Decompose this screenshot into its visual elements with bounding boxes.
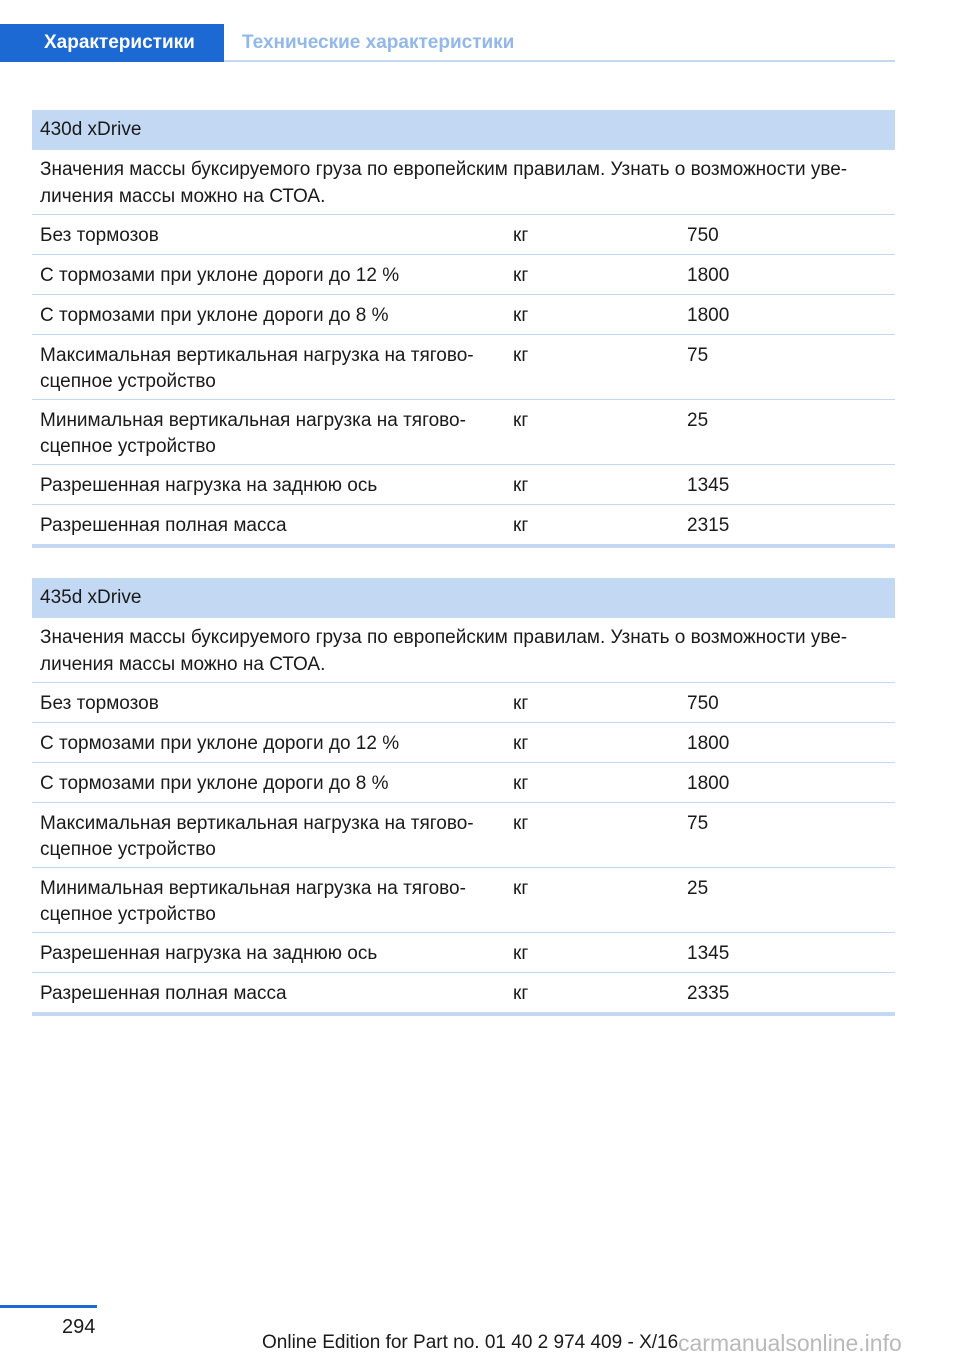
table-row [32, 400, 895, 465]
row-unit: кг [513, 773, 529, 794]
row-value: 1800 [687, 305, 730, 326]
row-label [40, 731, 510, 757]
row-value: 1800 [687, 265, 730, 286]
row-label-line: Разрешенная полная масса [40, 983, 287, 1004]
row-label [40, 941, 510, 967]
table-row [32, 868, 895, 933]
row-label-line: Разрешенная нагрузка на заднюю ось [40, 475, 378, 496]
row-label-line: сцепное устройство [40, 839, 216, 860]
row-unit: кг [513, 305, 529, 326]
table-row [32, 465, 895, 505]
row-label [40, 981, 510, 1007]
row-label-line: сцепное устройство [40, 904, 216, 925]
row-label [40, 811, 510, 863]
row-unit: кг [513, 983, 529, 1004]
note-line: Значения массы буксируемого груза по европейским правилам. Узнать о возможности уве- [40, 159, 848, 180]
row-value: 750 [687, 225, 719, 246]
table-row [32, 505, 895, 548]
row-unit: кг [513, 225, 529, 246]
row-label-line: Разрешенная полная масса [40, 515, 287, 536]
table-row [32, 933, 895, 973]
row-label-line: сцепное устройство [40, 371, 216, 392]
row-value: 2335 [687, 983, 730, 1004]
table-row [32, 803, 895, 868]
row-unit: кг [513, 878, 529, 899]
note-line: Значения массы буксируемого груза по европейским правилам. Узнать о возможности уве- [40, 627, 848, 648]
row-value: 25 [687, 410, 709, 431]
row-label [40, 223, 510, 249]
spec-table [32, 578, 895, 1016]
table-note [32, 618, 895, 683]
table-row [32, 215, 895, 255]
row-unit: кг [513, 515, 529, 536]
row-label [40, 771, 510, 797]
row-unit: кг [513, 733, 529, 754]
footer-rule [0, 1305, 97, 1308]
row-label-line: Максимальная вертикальная нагрузка на тягово- [40, 345, 474, 366]
table-note [32, 150, 895, 215]
row-label [40, 876, 510, 928]
row-unit: кг [513, 475, 529, 496]
table-row [32, 335, 895, 400]
section-title[interactable]: Технические характеристики [242, 32, 515, 53]
row-label-line: Минимальная вертикальная нагрузка на тягово- [40, 878, 466, 899]
row-value: 1800 [687, 773, 730, 794]
row-label [40, 303, 510, 329]
row-label [40, 343, 510, 395]
row-unit: кг [513, 265, 529, 286]
table-row [32, 723, 895, 763]
row-unit: кг [513, 813, 529, 834]
row-unit: кг [513, 693, 529, 714]
row-value: 75 [687, 813, 709, 834]
row-value: 2315 [687, 515, 730, 536]
row-value: 75 [687, 345, 709, 366]
row-label [40, 263, 510, 289]
watermark[interactable]: carmanualsonline.info [678, 1330, 902, 1356]
row-label-line: С тормозами при уклоне дороги до 12 % [40, 265, 400, 286]
table-row [32, 683, 895, 723]
table-row [32, 973, 895, 1016]
spec-table [32, 110, 895, 548]
row-value: 1345 [687, 943, 730, 964]
row-label-line: Без тормозов [40, 693, 159, 714]
row-unit: кг [513, 943, 529, 964]
row-value: 1800 [687, 733, 730, 754]
row-label-line: Без тормозов [40, 225, 159, 246]
row-unit: кг [513, 410, 529, 431]
row-label-line: С тормозами при уклоне дороги до 12 % [40, 733, 400, 754]
row-unit: кг [513, 345, 529, 366]
model-heading: 435d xDrive [32, 578, 895, 618]
page-header [0, 24, 895, 62]
row-value: 750 [687, 693, 719, 714]
row-label [40, 408, 510, 460]
note-line: личения массы можно на СТОА. [40, 654, 326, 675]
table-row [32, 763, 895, 803]
chapter-tab[interactable]: Характеристики [0, 24, 224, 62]
row-label [40, 513, 510, 539]
table-row [32, 255, 895, 295]
note-line: личения массы можно на СТОА. [40, 186, 326, 207]
row-label-line: Разрешенная нагрузка на заднюю ось [40, 943, 378, 964]
table-row [32, 295, 895, 335]
row-label-line: С тормозами при уклоне дороги до 8 % [40, 773, 389, 794]
row-label [40, 473, 510, 499]
page-number: 294 [62, 1316, 96, 1338]
row-label-line: сцепное устройство [40, 436, 216, 457]
edition-text: Online Edition for Part no. 01 40 2 974 409 - X/16 [262, 1332, 679, 1353]
row-label-line: С тормозами при уклоне дороги до 8 % [40, 305, 389, 326]
model-heading: 430d xDrive [32, 110, 895, 150]
row-label-line: Максимальная вертикальная нагрузка на тягово- [40, 813, 474, 834]
header-rule [224, 60, 895, 62]
row-value: 25 [687, 878, 709, 899]
row-label-line: Минимальная вертикальная нагрузка на тягово- [40, 410, 466, 431]
row-label [40, 691, 510, 717]
row-value: 1345 [687, 475, 730, 496]
